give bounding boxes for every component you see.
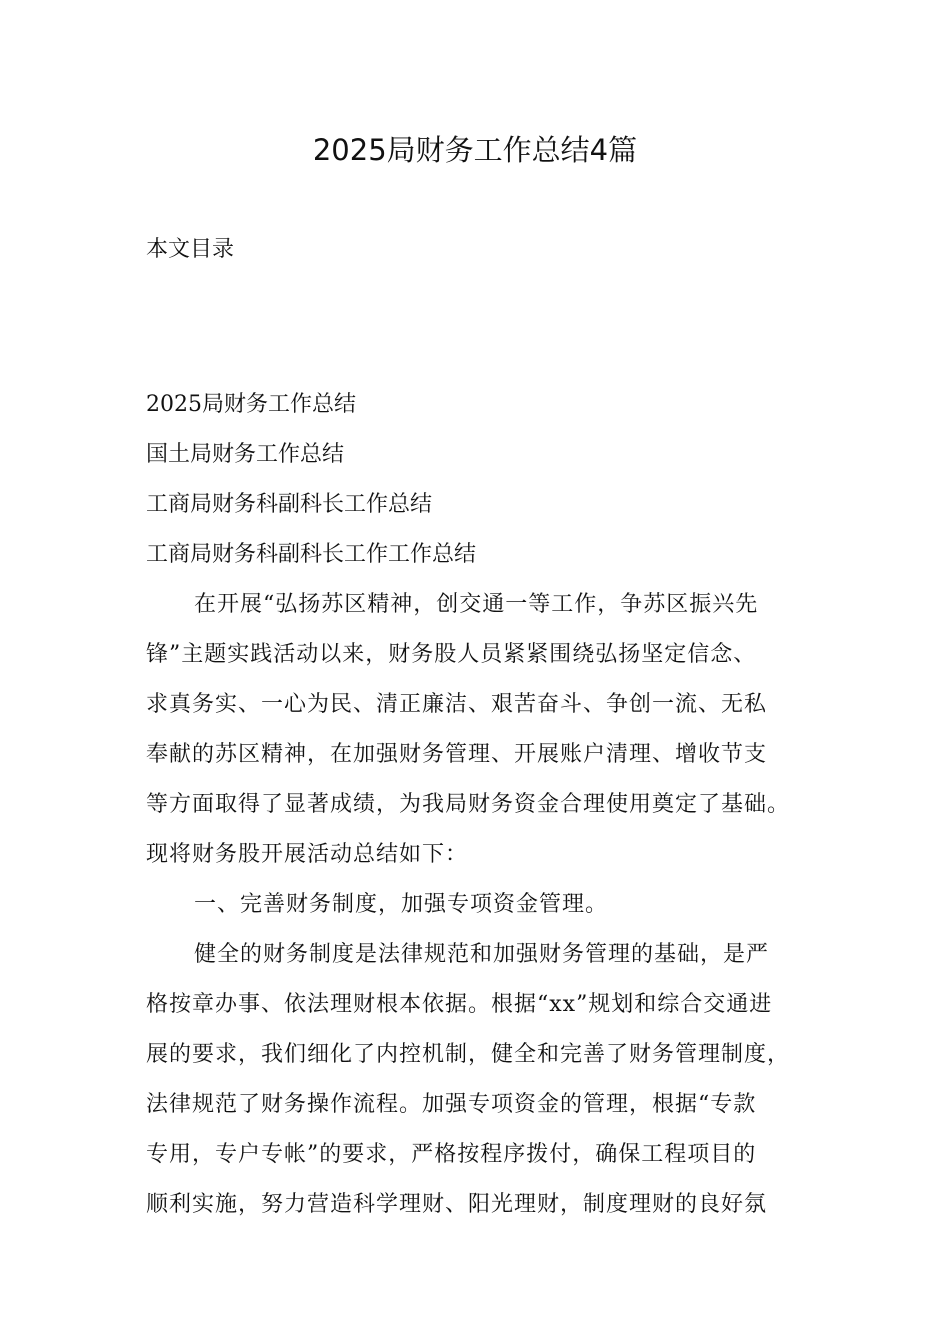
toc-item[interactable]: 工商局财务科副科长工作总结	[146, 492, 433, 517]
body-line: 奉献的苏区精神，在加强财务管理、开展账户清理、增收节支	[146, 742, 768, 767]
body-line: 锋”主题实践活动以来，财务股人员紧紧围绕弘扬坚定信念、	[146, 642, 757, 667]
body-line: 等方面取得了显著成绩，为我局财务资金合理使用奠定了基础。	[146, 792, 791, 817]
body-line: 求真务实、一心为民、清正廉洁、艰苦奋斗、争创一流、无私	[146, 692, 768, 717]
section-heading: 一、完善财务制度，加强专项资金管理。	[194, 892, 609, 917]
body-line: 展的要求，我们细化了内控机制，健全和完善了财务管理制度，	[146, 1042, 791, 1067]
body-line: 现将财务股开展活动总结如下：	[146, 842, 469, 867]
document-title: 2025局财务工作总结4篇	[312, 133, 638, 167]
body-line: 顺利实施，努力营造科学理财、阳光理财，制度理财的良好氛	[146, 1192, 768, 1217]
body-line: 专用，专户专帐”的要求，严格按程序拨付，确保工程项目的	[146, 1142, 757, 1167]
body-line: 在开展“弘扬苏区精神，创交通一等工作，争苏区振兴先	[194, 592, 759, 617]
toc-item[interactable]: 工商局财务科副科长工作工作总结	[146, 542, 477, 567]
toc-item[interactable]: 2025局财务工作总结	[146, 392, 356, 417]
table-of-contents	[146, 380, 476, 580]
body-line: 法律规范了财务操作流程。加强专项资金的管理，根据“专款	[146, 1092, 757, 1117]
toc-heading: 本文目录	[146, 237, 235, 262]
document-body	[146, 580, 822, 1230]
body-line: 健全的财务制度是法律规范和加强财务管理的基础，是严	[194, 942, 770, 967]
toc-item[interactable]: 国土局财务工作总结	[146, 442, 345, 467]
body-line: 格按章办事、依法理财根本依据。根据“xx”规划和综合交通进	[146, 992, 773, 1017]
